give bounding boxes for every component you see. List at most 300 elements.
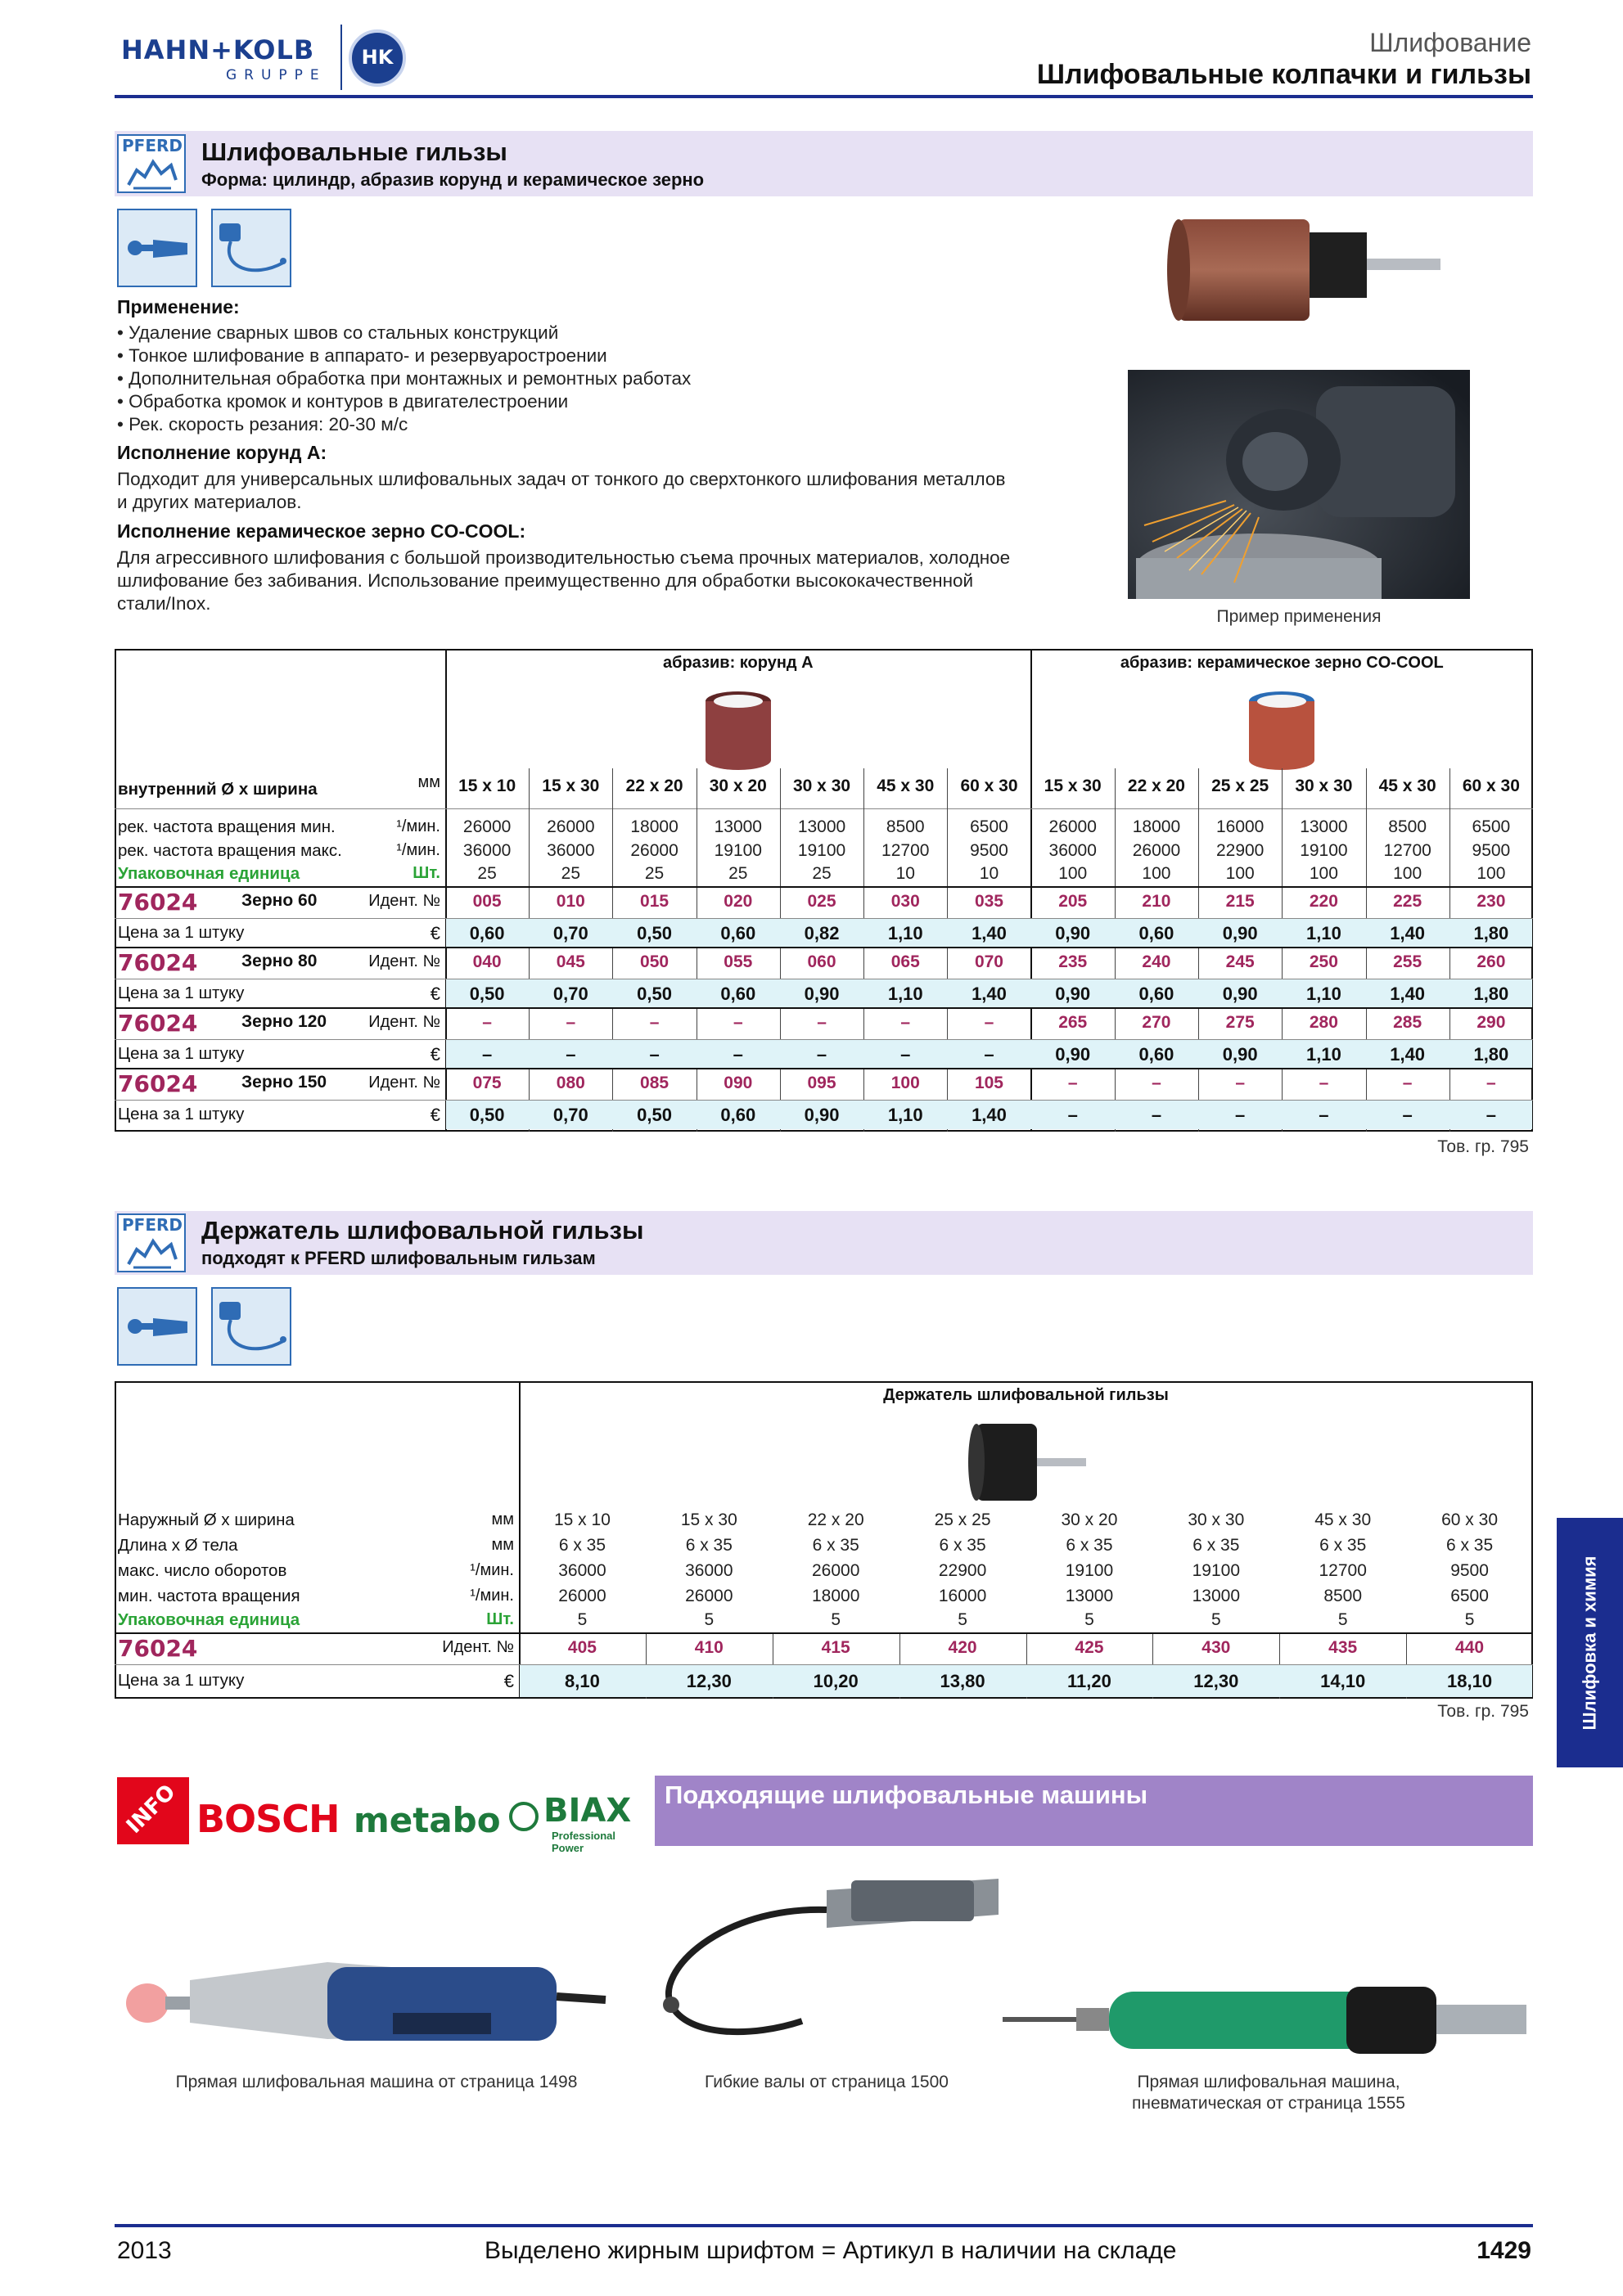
rpm_max-cell: 19100 (1192, 1561, 1241, 1580)
rpm-max-cell: 22900 (1215, 841, 1265, 860)
price-cell: – (1402, 1105, 1413, 1125)
rpm-max-cell: 12700 (881, 841, 930, 860)
length-cell: 6 x 35 (685, 1536, 733, 1555)
price-unit: € (430, 984, 440, 1004)
pack-cell: 25 (644, 864, 665, 883)
rpm-min-cell: 13000 (1300, 817, 1348, 836)
pferd-logo-text: PFERD (122, 1215, 183, 1235)
straight-grinder-icon (117, 209, 197, 287)
row-unit-length: мм (491, 1536, 514, 1554)
size-cell: 15 x 30 (1044, 777, 1102, 795)
price-cell: 1,40 (1390, 1044, 1426, 1065)
header-rule (115, 95, 1533, 98)
ident-cell: 220 (1309, 892, 1338, 911)
article-number: 76024 (118, 1070, 198, 1097)
size-row-line (115, 808, 1533, 809)
row-separator (115, 1007, 1533, 1009)
price-cell: 1,40 (972, 1105, 1007, 1125)
price-cell: – (649, 1044, 660, 1065)
sleeve-product-photo (1162, 205, 1440, 335)
section-subtitle-holder: подходят к PFERD шлифовальным гильзам (201, 1248, 596, 1268)
article-number: 76024 (118, 949, 198, 976)
size-cell: 60 x 30 (1462, 777, 1520, 795)
grain-label: Зерно 60 (241, 891, 318, 910)
pack-cell: 100 (1476, 864, 1506, 883)
rpm-min-cell: 13000 (714, 817, 762, 836)
logo-subtitle: GRUPPE (226, 67, 327, 83)
ident-cell: 080 (556, 1074, 585, 1092)
price-label: Цена за 1 штуку (118, 984, 245, 1002)
row-unit-rpm_min: ¹/мин. (470, 1587, 514, 1605)
size-cell: 15 x 30 (542, 777, 600, 795)
price-cell: 1,40 (1390, 923, 1426, 943)
ident-unit: Идент. № (368, 892, 440, 910)
price-cell: 0,50 (637, 923, 672, 943)
ident-cell: – (900, 1013, 911, 1032)
row-separator (115, 1632, 1533, 1634)
ident-cell: 240 (1142, 952, 1171, 971)
pack-cell: 100 (1225, 864, 1255, 883)
price-cell: 0,60 (1138, 984, 1174, 1004)
grain-label: Зерно 120 (241, 1012, 327, 1031)
flexible-shaft-image (638, 1857, 1015, 2054)
price-cell: 0,90 (804, 1105, 840, 1125)
ident-cell: 025 (807, 892, 836, 911)
ident-cell: 050 (640, 952, 669, 971)
pack-cell: 25 (812, 864, 832, 883)
outer-cell: 25 x 25 (934, 1510, 991, 1529)
ident-cell: 235 (1058, 952, 1088, 971)
price-cell: 10,20 (813, 1671, 859, 1691)
price-cell: 0,50 (469, 984, 505, 1004)
price-line (115, 1664, 1533, 1665)
ident-cell: – (817, 1013, 827, 1032)
ident-cell: 270 (1142, 1013, 1171, 1032)
footer-rule (115, 2224, 1533, 2227)
price-cell: 1,10 (1305, 984, 1341, 1004)
grain-label: Зерно 150 (241, 1073, 327, 1092)
pferd-horse-icon (125, 1235, 179, 1269)
pack-cell: 10 (895, 864, 915, 883)
price-cell: 0,60 (720, 1105, 756, 1125)
outer-cell: 15 x 30 (680, 1510, 737, 1529)
straight-grinder-icon (117, 1287, 197, 1366)
ident-cell: 055 (724, 952, 753, 971)
pack-cell: 25 (477, 864, 497, 883)
ident-cell: 265 (1058, 1013, 1088, 1032)
price-cell: – (481, 1044, 493, 1065)
price-cell: 18,10 (1447, 1671, 1493, 1691)
application-item: • Обработка кромок и контуров в двигателестроении (117, 391, 569, 412)
footer-year: 2013 (117, 2237, 172, 2264)
ident-cell: – (1152, 1074, 1161, 1092)
product-group-2: Тов. гр. 795 (1437, 1702, 1529, 1721)
footer-page-number: 1429 (1476, 2237, 1531, 2264)
ident-cell: 415 (821, 1638, 850, 1657)
rpm-min-cell: 6500 (1472, 817, 1511, 836)
price-unit: € (430, 1044, 440, 1065)
row-unit-size: мм (417, 773, 440, 791)
price-cell: 11,20 (1067, 1671, 1111, 1691)
ident-cell: – (1067, 1074, 1078, 1092)
rpm_max-cell: 36000 (558, 1561, 606, 1580)
ident-cell: 070 (974, 952, 1003, 971)
outer-cell: 45 x 30 (1314, 1510, 1372, 1529)
ident-cell: 205 (1058, 892, 1088, 911)
rpm-min-cell: 6500 (970, 817, 1008, 836)
price-line (115, 1039, 1533, 1040)
rpm_max-cell: 12700 (1319, 1561, 1367, 1580)
metabo-logo: metabo (354, 1800, 501, 1840)
rpm_max-cell: 19100 (1065, 1561, 1114, 1580)
price-cell: 0,50 (637, 984, 672, 1004)
flexible-shaft-icon (211, 1287, 291, 1366)
variant-a-heading: Исполнение корунд A: (117, 442, 327, 463)
rpm_max-cell: 36000 (685, 1561, 733, 1580)
bosch-logo: BOSCH (196, 1797, 340, 1841)
size-cell: 30 x 30 (1295, 777, 1353, 795)
price-label: Цена за 1 штуку (118, 1044, 245, 1063)
price-cell: 0,90 (1055, 984, 1091, 1004)
rpm-max-cell: 36000 (547, 841, 595, 860)
price-cell: – (816, 1044, 827, 1065)
rpm_max-cell: 22900 (938, 1561, 987, 1580)
ident-cell: 245 (1225, 952, 1255, 971)
ident-cell: 280 (1309, 1013, 1338, 1032)
ident-cell: 260 (1476, 952, 1506, 971)
corundum-sleeve-image (701, 690, 775, 772)
pack-cell: 5 (1337, 1610, 1348, 1629)
length-cell: 6 x 35 (1445, 1536, 1494, 1555)
ident-cell: – (482, 1013, 492, 1032)
product-group-1: Тов. гр. 795 (1437, 1137, 1529, 1156)
pack-cell: 5 (1084, 1610, 1094, 1629)
variant-cc-heading: Исполнение керамическое зерно CO-COOL: (117, 520, 526, 542)
size-cell: 25 x 25 (1211, 777, 1269, 795)
size-cell: 30 x 30 (792, 777, 851, 795)
pferd-logo (117, 134, 186, 193)
price-cell: 0,50 (637, 1105, 672, 1125)
ceramic-sleeve-image (1245, 690, 1319, 772)
row-label-size: внутренний Ø x ширина (118, 780, 318, 799)
ident-cell: – (649, 1013, 660, 1032)
bosch-straight-grinder-image (123, 1931, 614, 2054)
price-cell: 0,70 (552, 984, 588, 1004)
price-cell: 0,90 (1222, 1044, 1258, 1065)
rpm_min-cell: 26000 (558, 1587, 606, 1605)
rpm-min-cell: 26000 (462, 817, 512, 836)
length-cell: 6 x 35 (1066, 1536, 1113, 1555)
ident-cell: 230 (1476, 892, 1506, 911)
price-cell: 0,60 (720, 923, 756, 943)
rpm-min-cell: 18000 (630, 817, 679, 836)
price-cell: – (1319, 1105, 1329, 1125)
group-header-ceramic: абразив: керамическое зерно CO-COOL (1120, 654, 1444, 672)
price-cell: 0,50 (469, 1105, 505, 1125)
ident-unit: Идент. № (368, 1013, 440, 1031)
company-logo (121, 25, 416, 90)
price-line (115, 918, 1533, 919)
article-number: 76024 (118, 1635, 198, 1662)
ident-cell: 085 (640, 1074, 669, 1092)
price-cell: 0,60 (1138, 923, 1174, 943)
group-header-corundum: абразив: корунд A (662, 654, 814, 672)
row-unit-outer: мм (491, 1510, 514, 1528)
ident-cell: 210 (1142, 892, 1171, 911)
application-heading: Применение: (117, 296, 240, 317)
ident-cell: 105 (974, 1074, 1003, 1092)
price-cell: 1,10 (1305, 1044, 1341, 1065)
price-unit: € (503, 1671, 514, 1691)
ident-cell: – (566, 1013, 576, 1032)
rpm-min-cell: 16000 (1215, 817, 1265, 836)
pack-cell: 100 (1058, 864, 1088, 883)
pack-cell: 5 (1464, 1610, 1475, 1629)
pack-cell: 5 (704, 1610, 715, 1629)
rpm-max-cell: 9500 (970, 841, 1008, 860)
size-cell: 45 x 30 (877, 777, 935, 795)
row-label-outer: Наружный Ø x ширина (118, 1510, 295, 1529)
pack-cell: 100 (1393, 864, 1422, 883)
row-label-rpm_max: рек. частота вращения макс. (118, 841, 342, 860)
rpm-max-cell: 12700 (1383, 841, 1431, 860)
biax-pneumatic-grinder-image (1003, 1972, 1535, 2054)
pack-cell: 5 (831, 1610, 841, 1629)
size-cell: 22 x 20 (1127, 777, 1185, 795)
ident-cell: 030 (890, 892, 920, 911)
price-cell: 0,90 (1222, 984, 1258, 1004)
group-header-holder: Держатель шлифовальной гильзы (883, 1386, 1169, 1404)
price-unit: € (430, 923, 440, 943)
price-cell: 1,10 (887, 984, 923, 1004)
price-cell: 8,10 (565, 1671, 600, 1691)
ident-cell: 430 (1201, 1638, 1231, 1657)
outer-cell: 30 x 30 (1188, 1510, 1245, 1529)
ident-cell: 065 (890, 952, 920, 971)
row-unit-pack: Шт. (413, 864, 440, 882)
section-title-sleeves: Шлифовальные гильзы (201, 137, 507, 166)
rpm-max-cell: 36000 (1048, 841, 1097, 860)
info-badge (117, 1777, 189, 1844)
price-cell: 1,10 (887, 1105, 923, 1125)
outer-cell: 22 x 20 (807, 1510, 864, 1529)
ident-cell: 255 (1393, 952, 1422, 971)
pack-cell: 5 (577, 1610, 588, 1629)
rpm_max-cell: 26000 (811, 1561, 860, 1580)
ident-cell: 405 (567, 1638, 597, 1657)
ident-cell: 425 (1075, 1638, 1104, 1657)
ident-cell: – (733, 1013, 743, 1032)
biax-logo (509, 1792, 648, 1854)
length-cell: 6 x 35 (939, 1536, 986, 1555)
logo-wordmark: HAHN+KOLB (121, 34, 315, 65)
price-label: Цена за 1 штуку (118, 923, 245, 942)
price-cell: – (1151, 1105, 1162, 1125)
rpm-max-cell: 26000 (630, 841, 679, 860)
rpm_min-cell: 13000 (1065, 1587, 1114, 1605)
ident-cell: 040 (472, 952, 502, 971)
ident-cell: 275 (1225, 1013, 1255, 1032)
price-cell: 14,10 (1320, 1671, 1366, 1691)
price-label: Цена за 1 штуку (118, 1671, 245, 1690)
rpm-max-cell: 9500 (1472, 841, 1511, 860)
row-separator (115, 1068, 1533, 1069)
length-cell: 6 x 35 (812, 1536, 859, 1555)
size-cell: 22 x 20 (625, 777, 683, 795)
ident-cell: 015 (640, 892, 669, 911)
price-cell: 1,10 (887, 923, 923, 943)
price-cell: 0,60 (720, 984, 756, 1004)
row-unit-rpm_max: ¹/мин. (470, 1561, 514, 1579)
ident-cell: 435 (1328, 1638, 1358, 1657)
rpm_min-cell: 8500 (1323, 1587, 1363, 1605)
ident-cell: 215 (1225, 892, 1255, 911)
holder-product-image (965, 1417, 1088, 1507)
price-cell: – (1485, 1105, 1496, 1125)
price-cell: – (984, 1044, 994, 1065)
pack-cell: 100 (1142, 864, 1171, 883)
ident-cell: – (1402, 1074, 1413, 1092)
price-cell: 0,70 (552, 1105, 588, 1125)
rpm-max-cell: 36000 (462, 841, 512, 860)
length-cell: 6 x 35 (558, 1536, 606, 1555)
variant-cc-text: Для агрессивного шлифования с большой производительностью съема прочных материалов, холодное шлифование без забивания. Использование преимущественно для обработки высококачественной стали/Inox. (117, 547, 1011, 614)
section-title-holder: Держатель шлифовальной гильзы (201, 1216, 644, 1245)
rpm-max-cell: 26000 (1132, 841, 1181, 860)
logo-badge-text: HK (361, 46, 394, 69)
ident-cell: – (1235, 1074, 1246, 1092)
ident-unit: Идент. № (368, 952, 440, 970)
application-item: • Тонкое шлифование в аппарато- и резервуаростроении (117, 345, 607, 366)
price-cell: 12,30 (686, 1671, 732, 1691)
pack-cell: 100 (1309, 864, 1338, 883)
biax-wordmark: BIAX (543, 1792, 632, 1830)
rpm-min-cell: 26000 (547, 817, 595, 836)
article-number: 76024 (118, 1010, 198, 1037)
price-label: Цена за 1 штуку (118, 1105, 245, 1123)
price-cell: – (900, 1044, 911, 1065)
pferd-horse-icon (125, 155, 179, 190)
application-list (117, 322, 1042, 436)
ident-cell: 090 (724, 1074, 753, 1092)
logo-divider (340, 25, 342, 90)
rpm-min-cell: 8500 (1388, 817, 1427, 836)
biax-tagline: Professional Power (552, 1830, 616, 1854)
size-cell: 15 x 10 (458, 777, 516, 795)
ident-cell: 250 (1309, 952, 1338, 971)
pferd-logo-text: PFERD (122, 136, 183, 155)
price-cell: 0,60 (1138, 1044, 1174, 1065)
size-cell: 30 x 20 (709, 777, 767, 795)
ident-unit: Идент. № (368, 1074, 440, 1092)
side-chapter-tab[interactable] (1557, 1518, 1623, 1767)
variant-a-text: Подходит для универсальных шлифовальных задач от тонкого до сверхтонкого шлифования металлов и других материалов. (117, 469, 1006, 512)
pack-cell: 25 (728, 864, 748, 883)
footer-note: Выделено жирным шрифтом = Артикул в наличии на складе (485, 2237, 1177, 2264)
price-cell: 0,90 (1222, 923, 1258, 943)
row-label-pack: Упаковочная единица (118, 1610, 300, 1629)
application-example-photo (1128, 370, 1470, 599)
info-title: Подходящие шлифовальные машины (665, 1781, 1148, 1809)
ident-cell: – (1319, 1074, 1329, 1092)
rpm-max-cell: 19100 (714, 841, 762, 860)
ident-cell: 005 (472, 892, 502, 911)
pferd-logo (117, 1213, 186, 1272)
rpm_min-cell: 13000 (1192, 1587, 1241, 1605)
row-unit-pack: Шт. (486, 1610, 514, 1628)
biax-emblem-icon (509, 1802, 539, 1831)
price-cell: 12,30 (1193, 1671, 1239, 1691)
row-label-pack: Упаковочная единица (118, 864, 300, 883)
info-badge-text: INFO (121, 1780, 181, 1839)
ident-cell: 410 (694, 1638, 724, 1657)
section-subtitle-sleeves: Форма: цилиндр, абразив корунд и керамическое зерно (201, 169, 705, 190)
application-item: • Рек. скорость резания: 20-30 м/с (117, 414, 408, 434)
row-label-rpm_max: макс. число оборотов (118, 1561, 287, 1580)
row-separator (115, 886, 1533, 888)
price-cell: 1,40 (1390, 984, 1426, 1004)
length-cell: 6 x 35 (1192, 1536, 1240, 1555)
ident-cell: – (984, 1013, 994, 1032)
price-cell: 1,80 (1473, 923, 1509, 943)
price-unit: € (430, 1105, 440, 1125)
ident-cell: 420 (948, 1638, 977, 1657)
ident-cell: 095 (807, 1074, 836, 1092)
price-cell: 1,80 (1473, 984, 1509, 1004)
price-cell: – (1067, 1105, 1078, 1125)
ident-cell: 285 (1393, 1013, 1422, 1032)
row-label-rpm_min: рек. частота вращения мин. (118, 817, 336, 836)
rpm_min-cell: 26000 (685, 1587, 733, 1605)
price-cell: 1,40 (972, 923, 1007, 943)
outer-cell: 30 x 20 (1061, 1510, 1118, 1529)
price-line (115, 1100, 1533, 1101)
row-label-length: Длина x Ø тела (118, 1536, 238, 1555)
row-label-rpm_min: мин. частота вращения (118, 1587, 300, 1605)
rpm_min-cell: 18000 (811, 1587, 860, 1605)
side-chapter-label: Шлифовка и химия (1579, 1555, 1600, 1731)
price-cell: 0,82 (804, 923, 840, 943)
ident-cell: 020 (724, 892, 753, 911)
rpm-max-cell: 19100 (1300, 841, 1348, 860)
pack-cell: 5 (958, 1610, 967, 1629)
application-item: • Удаление сварных швов со стальных конструкций (117, 322, 559, 343)
price-cell: 0,90 (1055, 923, 1091, 943)
caption-straight-grinder: Прямая шлифовальная машина от страница 1498 (175, 2073, 578, 2091)
grain-label: Зерно 80 (241, 952, 318, 970)
rpm-min-cell: 18000 (1132, 817, 1181, 836)
ident-cell: 075 (472, 1074, 502, 1092)
price-cell: 0,60 (469, 923, 505, 943)
price-cell: – (733, 1044, 743, 1065)
caption-flexible-shafts: Гибкие валы от страница 1500 (705, 2073, 949, 2091)
ident-cell: 100 (890, 1074, 920, 1092)
length-cell: 6 x 35 (1319, 1536, 1367, 1555)
price-cell: 13,80 (940, 1671, 985, 1691)
outer-cell: 60 x 30 (1441, 1510, 1498, 1529)
rpm_min-cell: 6500 (1450, 1587, 1489, 1605)
pack-cell: 5 (1210, 1610, 1221, 1629)
rpm_max-cell: 9500 (1450, 1561, 1489, 1580)
pack-cell: 10 (979, 864, 999, 883)
ident-cell: 045 (556, 952, 585, 971)
header-title: Шлифовальные колпачки и гильзы (1036, 59, 1531, 90)
ident-cell: 060 (807, 952, 836, 971)
row-unit-rpm_max: ¹/мин. (396, 841, 440, 859)
rpm-min-cell: 8500 (886, 817, 925, 836)
price-cell: 1,10 (1305, 923, 1341, 943)
photo-caption: Пример применения (1216, 607, 1382, 626)
